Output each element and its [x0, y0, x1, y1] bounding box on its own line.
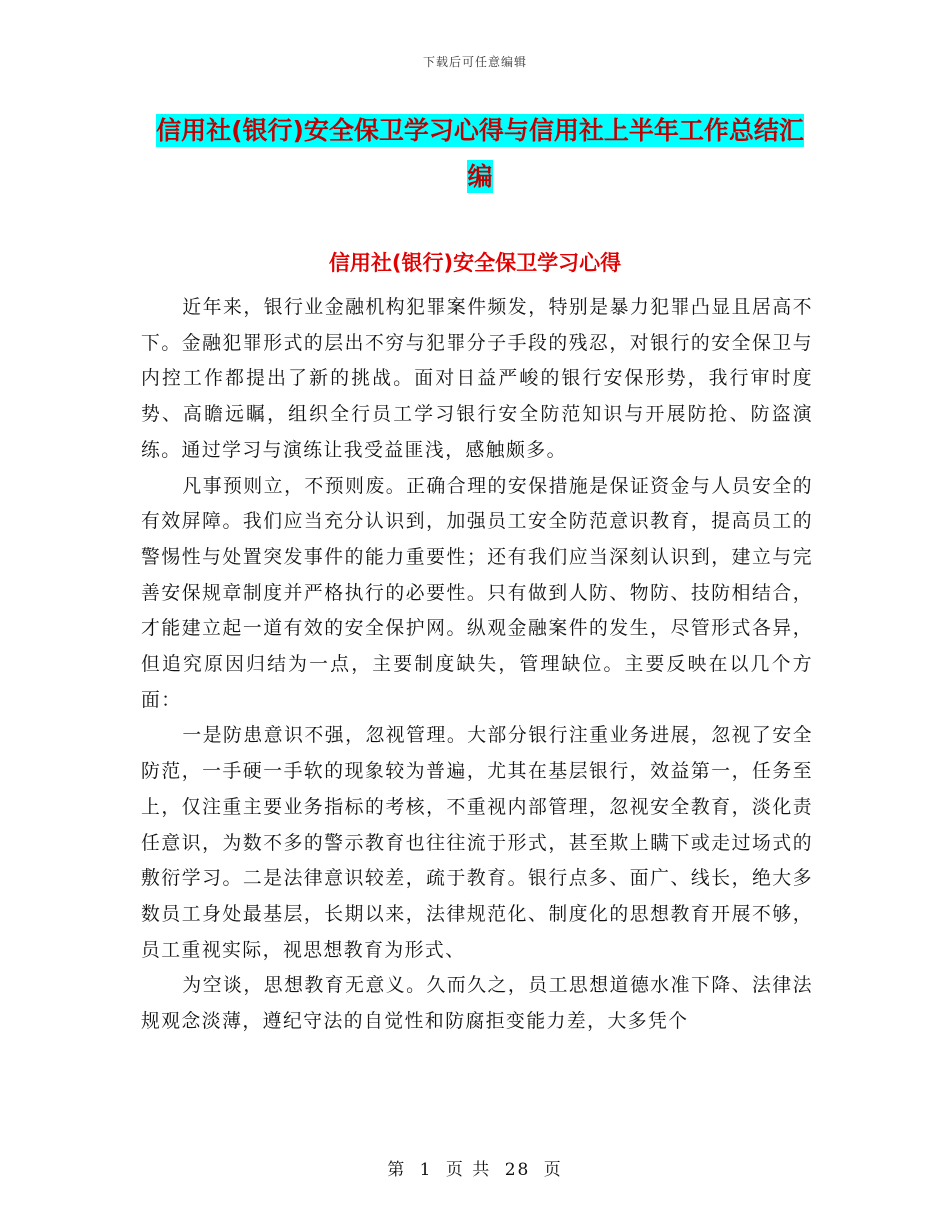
body-text: [141, 290, 813, 1040]
footer-prefix: 第: [387, 1160, 407, 1180]
header-note: 下载后可任意编辑: [422, 55, 527, 69]
total-page-count: 28: [504, 1160, 531, 1180]
section-title: 信用社(银行)安全保卫学习心得: [328, 251, 622, 275]
footer-suffix: 页: [543, 1160, 563, 1180]
current-page-number: 1: [419, 1160, 433, 1180]
paragraph: 一是防患意识不强，忽视管理。大部分银行注重业务进展，忽视了安全防范，一手硬一手软的现象较为普遍，尤其在基层银行，效益第一，任务至上，仅注重主要业务指标的考核，不重视内部管理，忽视安全教育，淡化责任意识，为数不多的警示教育也往往流于形式，甚至欺上瞒下或走过场式的敷衍学习。二是法律意识较差，疏于教育。银行点多、面广、线长，绝大多数员工身处最基层，长期以来，法律规范化、制度化的思想教育开展不够，员工重视实际，视思想教育为形式、: [141, 725, 813, 961]
document-title-text: 信用社(银行)安全保卫学习心得与信用社上半年工作总结汇编: [156, 116, 804, 191]
paragraph: 为空谈，思想教育无意义。久而久之，员工思想道德水准下降、法律法规观念淡薄，遵纪守法的自觉性和防腐拒变能力差，大多凭个: [141, 975, 813, 1033]
page-footer: [0, 1155, 950, 1180]
paragraph: 凡事预则立，不预则废。正确合理的安保措施是保证资金与人员安全的有效屏障。我们应当充分认识到，加强员工安全防范意识教育，提高员工的警惕性与处置突发事件的能力重要性；还有我们应当深刻认识到，建立与完善安保规章制度并严格执行的必要性。只有做到人防、物防、技防相结合，才能建立起一道有效的安全保护网。纵观金融案件的发生，尽管形式各异，但追究原因归结为一点，主要制度缺失，管理缺位。主要反映在以几个方面：: [141, 475, 813, 711]
footer-mid: 页 共: [445, 1160, 492, 1180]
paragraph: 近年来，银行业金融机构犯罪案件频发，特别是暴力犯罪凸显且居高不下。金融犯罪形式的层出不穷与犯罪分子手段的残忍，对银行的安全保卫与内控工作都提出了新的挑战。面对日益严峻的银行安保形势，我行审时度势、高瞻远瞩，组织全行员工学习银行安全防范知识与开展防抢、防盗演练。通过学习与演练让我受益匪浅，感触颇多。: [141, 297, 813, 461]
document-title: [150, 108, 810, 200]
